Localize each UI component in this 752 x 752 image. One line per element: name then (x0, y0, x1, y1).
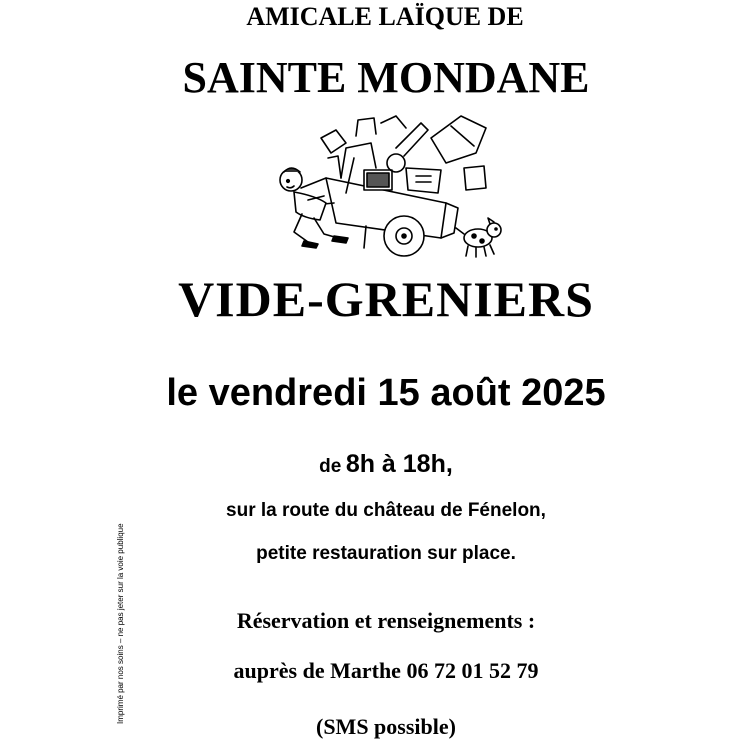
event-title: VIDE-GRENIERS (178, 271, 594, 327)
event-hours-value: 8h à 18h, (345, 450, 453, 478)
vide-greniers-illustration (246, 108, 526, 263)
event-food: petite restauration sur place. (256, 543, 516, 564)
organization-line-1: AMICALE LAÏQUE DE (246, 2, 524, 31)
event-location: sur la route du château de Fénelon, (226, 500, 546, 521)
reservation-label: Réservation et renseignements : (236, 608, 536, 633)
reservation-contact: auprès de Marthe 06 72 01 52 79 (233, 658, 539, 683)
organization-line-2: SAINTE MONDANE (182, 53, 590, 102)
event-hours (0, 450, 752, 479)
event-date: le vendredi 15 août 2025 (166, 372, 606, 414)
sms-note: (SMS possible) (316, 714, 456, 739)
event-hours-prefix: de (319, 456, 342, 477)
print-disclaimer: Imprimé par nos soins – ne pas jeter sur la voie publique (116, 523, 125, 724)
